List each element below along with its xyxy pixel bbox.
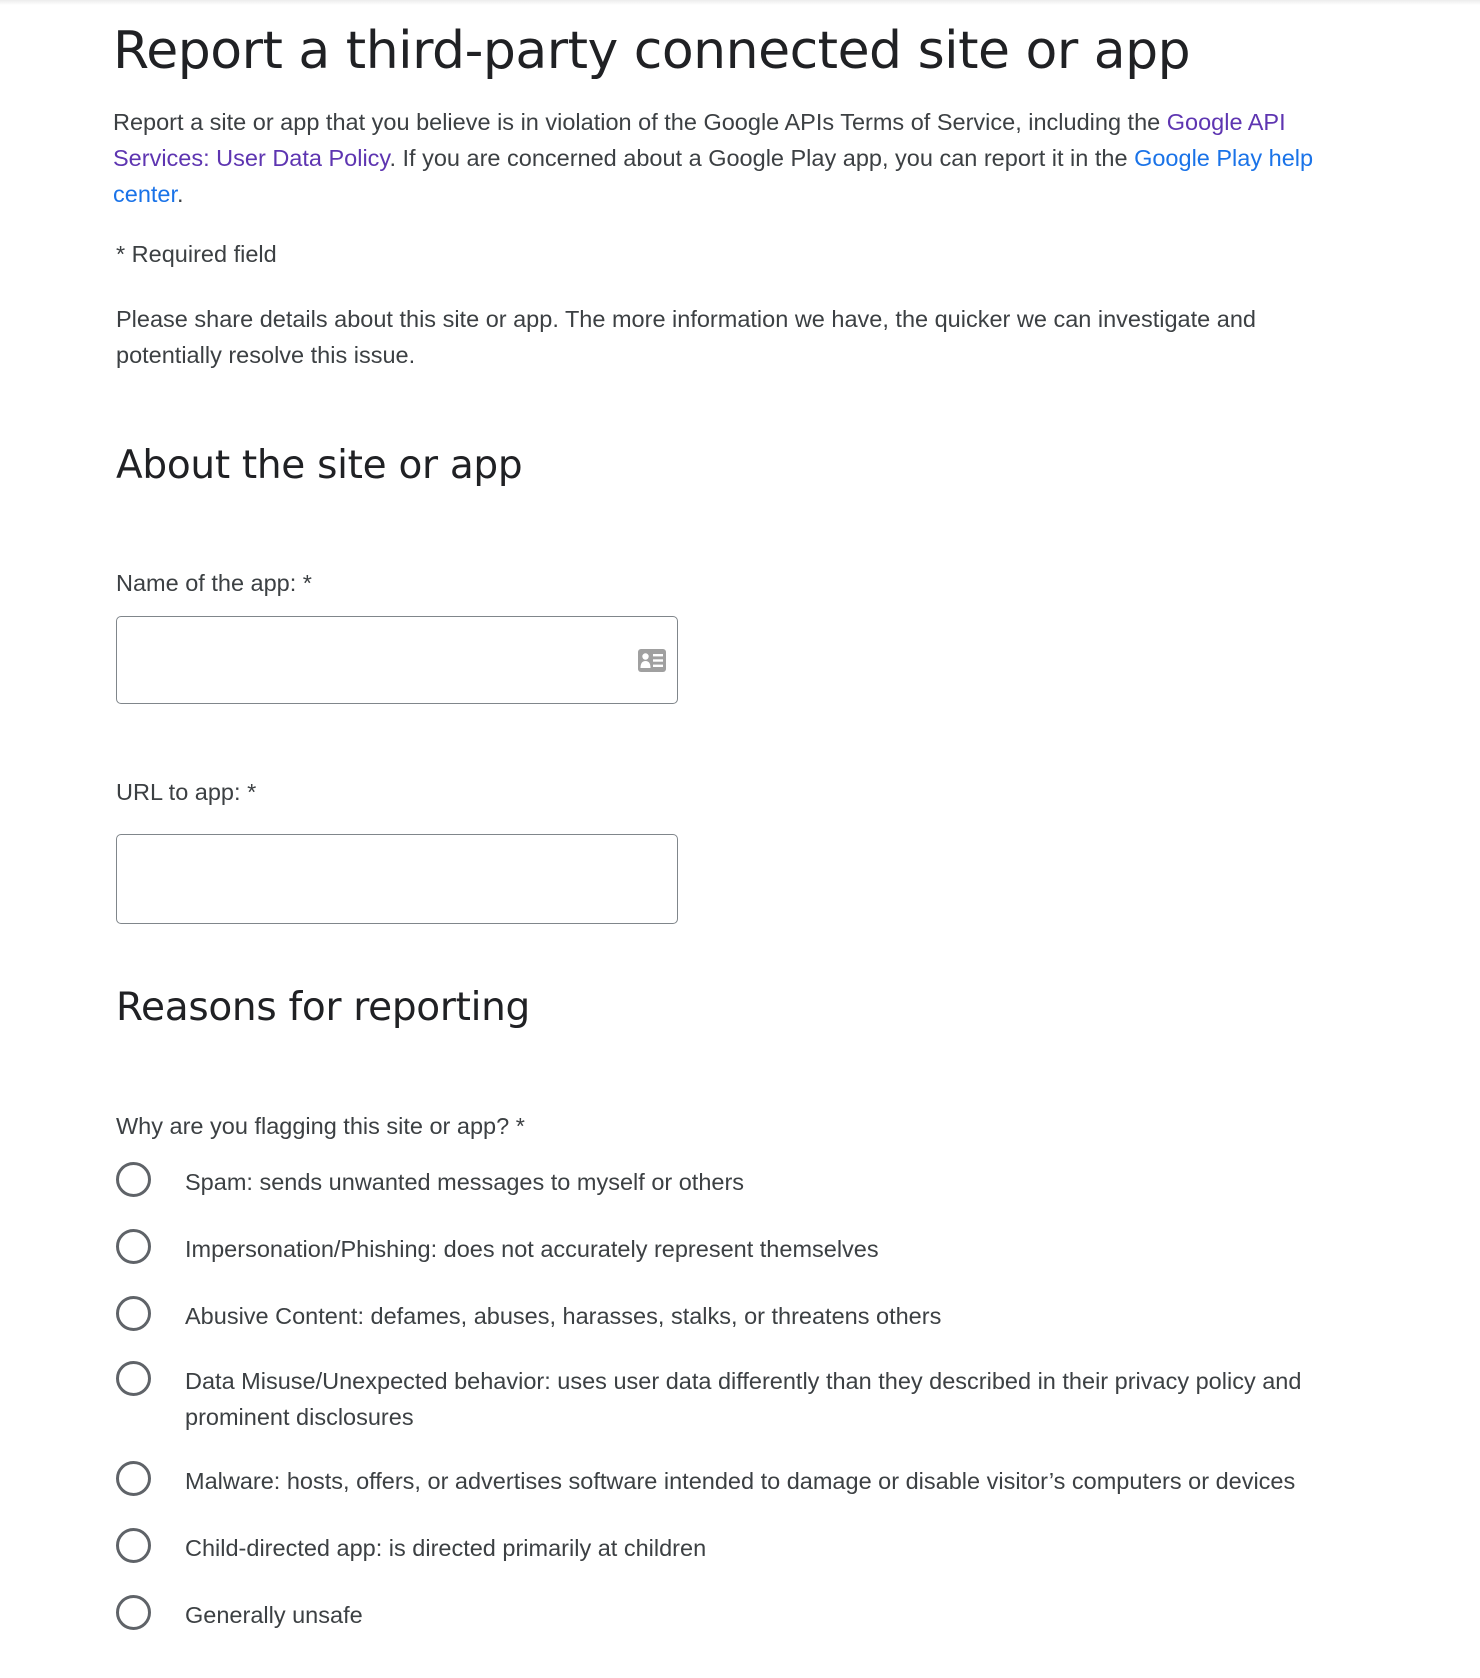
- reason-option-label: [185, 1363, 1301, 1435]
- radio-button[interactable]: [116, 1361, 151, 1396]
- reason-option-text-cont: prominent disclosures: [185, 1404, 414, 1430]
- reason-option-text: Data Misuse/Unexpected behavior: uses user data differently than they described in their privacy policy and: [185, 1368, 1302, 1394]
- required-field-note: * Required field: [116, 241, 277, 267]
- app-name-field-container: [116, 616, 678, 704]
- reason-option-text: Impersonation/Phishing: does not accurately represent themselves: [185, 1236, 879, 1262]
- reason-option-label: [185, 1298, 941, 1334]
- intro-paragraph: [113, 104, 1413, 212]
- reason-option-label: [185, 1530, 706, 1566]
- radio-button[interactable]: [116, 1595, 151, 1630]
- reason-option-text: Abusive Content: defames, abuses, harasses, stalks, or threatens others: [185, 1303, 942, 1329]
- intro-line-1: [113, 104, 1413, 140]
- details-note: [116, 301, 1256, 373]
- intro-text: . If you are concerned about a Google Play app, you can report it in the: [389, 145, 1135, 171]
- reason-option-text: Spam: sends unwanted messages to myself or others: [185, 1169, 745, 1195]
- reason-option-text: Child-directed app: is directed primarily at children: [185, 1535, 707, 1561]
- app-url-input[interactable]: [116, 834, 678, 924]
- details-note-line-1: Please share details about this site or app. The more information we have, the quicker we can investigate and: [116, 306, 1256, 332]
- about-section-heading: About the site or app: [116, 443, 523, 488]
- reason-option-label: [185, 1231, 879, 1267]
- reason-option-label: [185, 1463, 1295, 1499]
- flag-reason-question: Why are you flagging this site or app? *: [116, 1113, 525, 1139]
- radio-button[interactable]: [116, 1528, 151, 1563]
- reason-option-label: [185, 1164, 744, 1200]
- google-play-help-center-link-cont[interactable]: center: [113, 181, 178, 207]
- reason-option-text: Generally unsafe: [185, 1602, 363, 1628]
- page-title: Report a third-party connected site or app: [113, 21, 1191, 81]
- intro-line-3: [113, 176, 1413, 212]
- details-note-line-2: potentially resolve this issue.: [116, 342, 416, 368]
- user-data-policy-link-cont[interactable]: Services: User Data Policy: [113, 145, 390, 171]
- app-url-field-container: [116, 834, 678, 924]
- radio-button[interactable]: [116, 1229, 151, 1264]
- reason-option-text: Malware: hosts, offers, or advertises software intended to damage or disable visitor’s computers or devices: [185, 1468, 1296, 1494]
- google-play-help-center-link[interactable]: Google Play help: [1134, 145, 1314, 171]
- app-name-input[interactable]: [116, 616, 678, 704]
- contact-card-icon[interactable]: [638, 649, 666, 672]
- intro-text: .: [177, 181, 184, 207]
- reasons-section-heading: Reasons for reporting: [116, 985, 530, 1030]
- radio-button[interactable]: [116, 1461, 151, 1496]
- radio-button[interactable]: [116, 1296, 151, 1331]
- intro-line-2: [113, 140, 1413, 176]
- intro-text: Report a site or app that you believe is in violation of the Google APIs Terms of Service, including the: [113, 109, 1167, 135]
- user-data-policy-link[interactable]: Google API: [1166, 109, 1286, 135]
- top-edge-shadow: [0, 0, 1480, 5]
- app-url-label: URL to app: *: [116, 779, 257, 805]
- app-name-label: Name of the app: *: [116, 570, 312, 596]
- radio-button[interactable]: [116, 1162, 151, 1197]
- reason-option-label: [185, 1597, 363, 1633]
